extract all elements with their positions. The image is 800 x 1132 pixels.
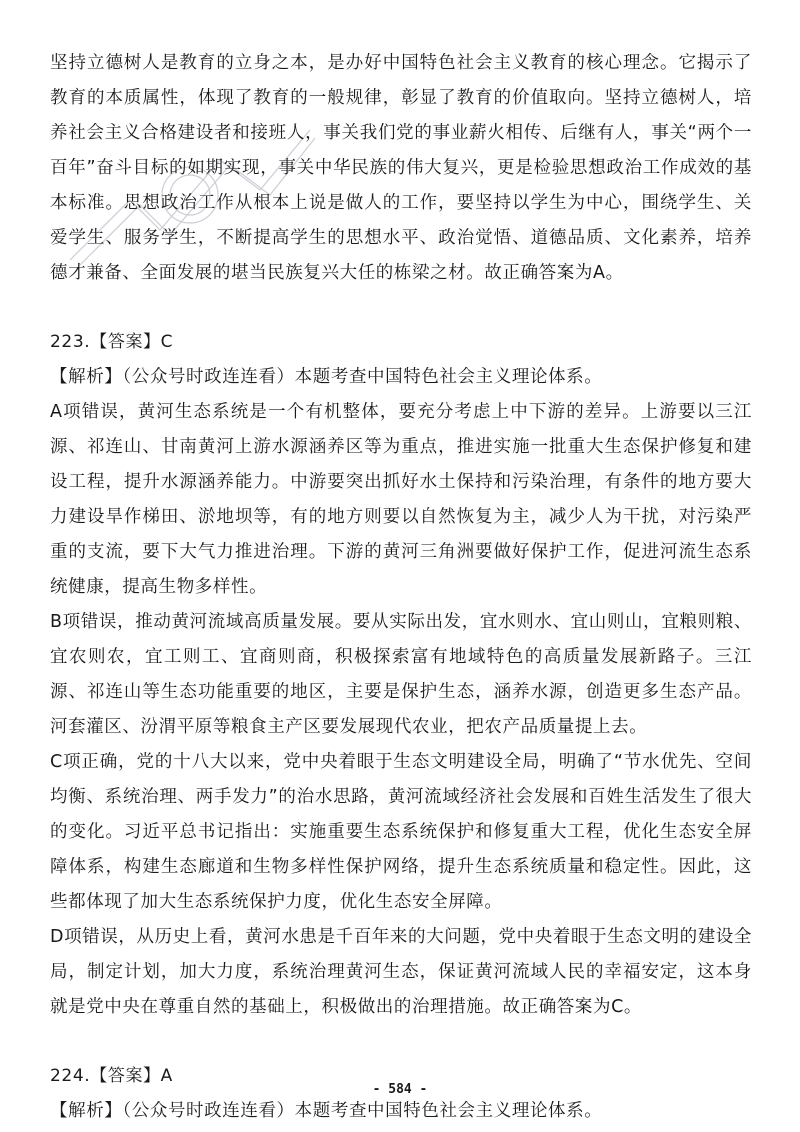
option-d-223: D项错误，从历史上看，黄河水患是千百年来的大问题，党中央着眼于生态文明的建设全局，制定计划，加大力度，系统治理黄河生态，保证黄河流域人民的幸福安定，这本身就是党中央在尊重自然的基础上，积极做出的治理措施。故正确答案为C。 [50,927,752,1017]
spacer [50,291,752,325]
document-body [50,46,752,1129]
answer-heading-224: 224.【答案】A [50,1066,173,1086]
option-b-223: B项错误，推动黄河流域高质量发展。要从实际出发，宜水则水、宜山则山，宜粮则粮、宜农则农，宜工则工、宜商则商，积极探索富有地域特色的高质量发展新路子。三江源、祁连山等生态功能重要的地区，主要是保护生态，涵养水源，创造更多生态产品。河套灌区、汾渭平原等粮食主产区要发展现代农业，把农产品质量提上去。 [50,612,752,737]
analysis-224: 【解析】（公众号时政连连看）本题考查中国特色社会主义理论体系。 [50,1101,603,1121]
spacer [50,1025,752,1059]
answer-heading-223: 223.【答案】C [50,332,174,352]
option-a-223: A项错误，黄河生态系统是一个有机整体，要充分考虑上中下游的差异。上游要以三江源、祁连山、甘南黄河上游水源涵养区等为重点，推进实施一批重大生态保护修复和建设工程，提升水源涵养能力。中游要突出抓好水土保持和污染治理，有条件的地方要大力建设旱作梯田、淤地坝等，有的地方则要以自然恢复为主，减少人为干扰，对污染严重的支流，要下大气力推进治理。下游的黄河三角洲要做好保护工作，促进河流生态系统健康，提高生物多样性。 [50,402,752,597]
analysis-223: 【解析】（公众号时政连连看）本题考查中国特色社会主义理论体系。 [50,367,603,387]
paragraph-intro: 坚持立德树人是教育的立身之本，是办好中国特色社会主义教育的核心理念。它揭示了教育的本质属性，体现了教育的一般规律，彰显了教育的价值取向。坚持立德树人，培养社会主义合格建设者和接班人，事关我们党的事业薪火相传、后继有人，事关“两个一百年”奋斗目标的如期实现，事关中华民族的伟大复兴，更是检验思想政治工作成效的基本标准。思想政治工作从根本上说是做人的工作，要坚持以学生为中心，围绕学生、关爱学生、服务学生，不断提高学生的思想水平、政治觉悟、道德品质、文化素养，培养德才兼备、全面发展的堪当民族复兴大任的栋梁之材。故正确答案为A。 [50,53,752,283]
option-c-223: C项正确，党的十八大以来，党中央着眼于生态文明建设全局，明确了“节水优先、空间均衡、系统治理、两手发力”的治水思路，黄河流域经济社会发展和百姓生活发生了很大的变化。习近平总书记指出：实施重要生态系统保护和修复重大工程，优化生态安全屏障体系，构建生态廊道和生物多样性保护网络，提升生态系统质量和稳定性。因此，这些都体现了加大生态系统保护力度，优化生态安全屏障。 [50,752,752,912]
page-number: - 584 - [372,1082,428,1097]
